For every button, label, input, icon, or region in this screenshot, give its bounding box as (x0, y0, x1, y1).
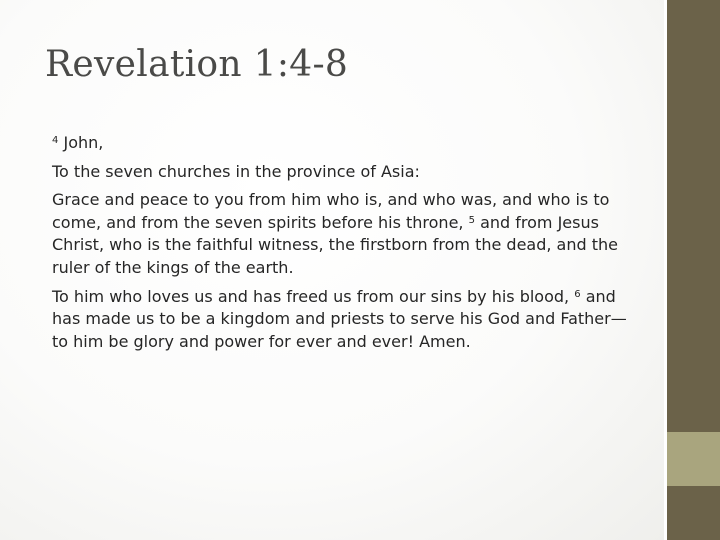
paragraph-text: To the seven churches in the province of Asia: (52, 161, 420, 181)
verse-number: 5 (468, 214, 475, 226)
verse-number: 6 (574, 288, 581, 300)
sidebar-block-bottom (667, 486, 720, 540)
paragraph-greeting (52, 189, 642, 279)
slide-title: Revelation 1:4-8 (45, 44, 349, 85)
paragraph-text: Grace and peace to you from him who is, and who was, and who is to come, and from the seven spirits before his throne, (52, 190, 610, 232)
paragraph-text: and has made us to be a kingdom and priests to serve his God and Father—to him be glory and power for ever and ever! Amen. (52, 286, 627, 351)
paragraph-address (52, 161, 642, 184)
verse-number: 4 (52, 135, 59, 146)
sidebar-block-accent (667, 432, 720, 486)
sidebar-block-top (667, 0, 720, 432)
paragraph-salutation (52, 132, 642, 155)
paragraph-doxology (52, 286, 642, 354)
paragraph-text: and from Jesus Christ, who is the faithful witness, the firstborn from the dead, and the ruler of the kings of the earth. (52, 212, 618, 277)
paragraph-text: To him who loves us and has freed us from our sins by his blood, (52, 286, 570, 306)
slide-body (52, 132, 642, 359)
paragraph-text: John, (63, 133, 104, 152)
